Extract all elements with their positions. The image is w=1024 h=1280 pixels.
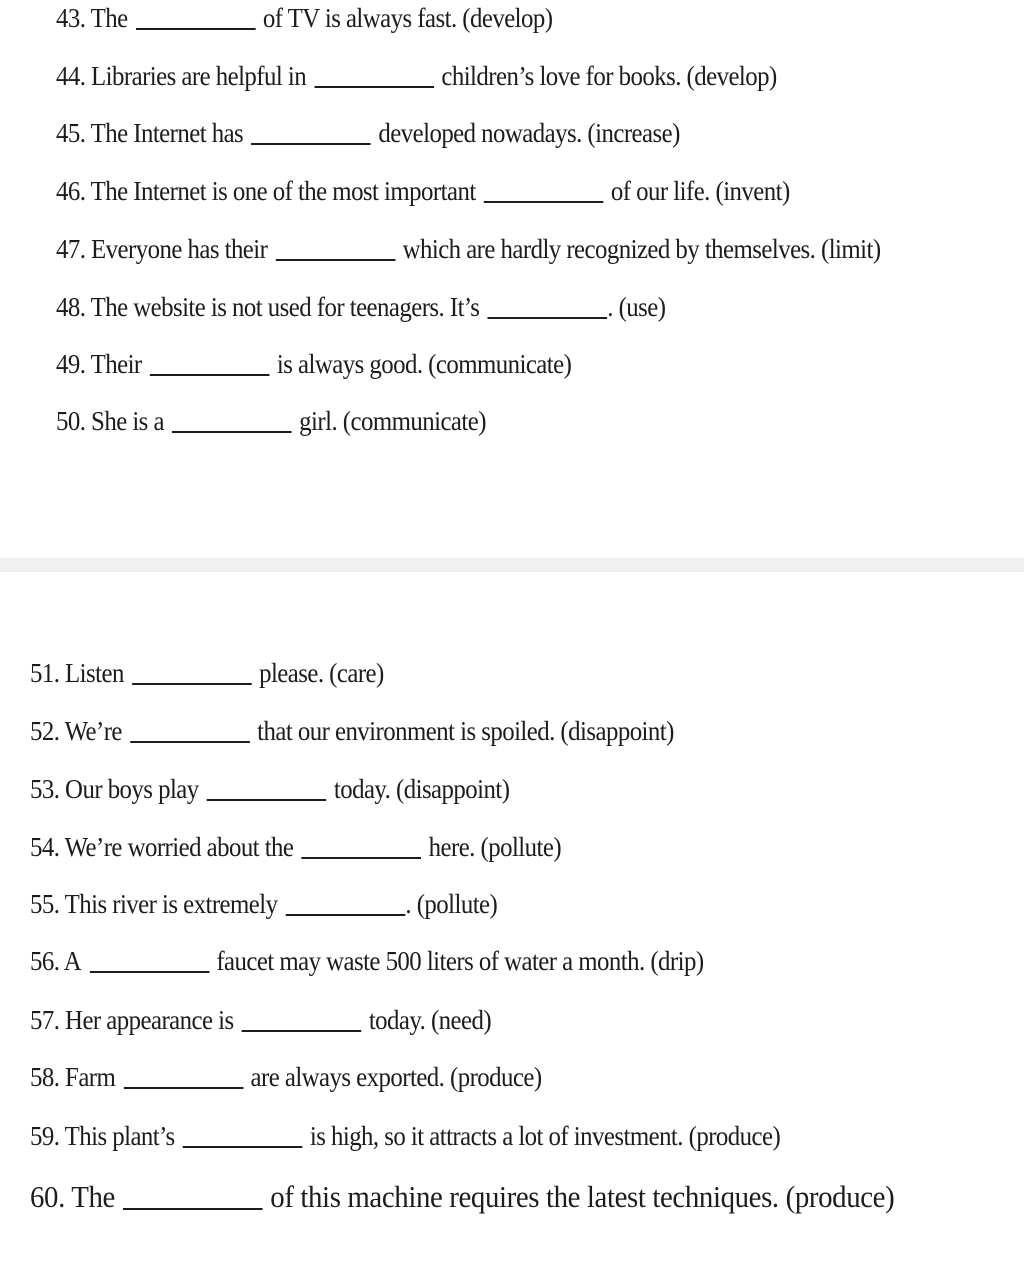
item-text-before: Her appearance is bbox=[65, 1005, 234, 1035]
exercise-item-57 bbox=[30, 1004, 491, 1036]
item-number: 48. bbox=[56, 292, 86, 322]
answer-blank bbox=[150, 374, 270, 376]
exercise-item-48 bbox=[56, 291, 665, 323]
answer-blank bbox=[207, 799, 327, 801]
answer-blank bbox=[276, 259, 396, 261]
exercise-item-52 bbox=[30, 715, 674, 747]
item-number: 59. bbox=[30, 1121, 60, 1151]
item-number: 49. bbox=[56, 349, 86, 379]
item-text-after: is high, so it attracts a lot of investment. (produce) bbox=[309, 1121, 781, 1151]
item-number: 57. bbox=[30, 1005, 60, 1035]
item-number: 46. bbox=[56, 176, 86, 206]
worksheet-page-bottom bbox=[0, 572, 1024, 1280]
item-text-after: please. (care) bbox=[259, 658, 384, 688]
item-text-before: The Internet is one of the most important bbox=[90, 176, 476, 206]
exercise-item-60 bbox=[30, 1181, 894, 1213]
answer-blank bbox=[488, 317, 608, 319]
exercise-item-54 bbox=[30, 831, 561, 863]
item-text-before: Libraries are helpful in bbox=[91, 61, 307, 91]
item-text-before: Our boys play bbox=[65, 774, 199, 804]
item-number: 53. bbox=[30, 774, 60, 804]
item-text-after: of this machine requires the latest techniques. (produce) bbox=[270, 1179, 895, 1214]
item-text-before: Farm bbox=[65, 1062, 116, 1092]
exercise-item-44 bbox=[56, 60, 777, 92]
exercise-item-55 bbox=[30, 888, 497, 920]
item-number: 55. bbox=[30, 889, 60, 919]
item-text-before: Listen bbox=[65, 658, 124, 688]
item-number: 60. bbox=[30, 1179, 65, 1214]
item-text-after: which are hardly recognized by themselves. (limit) bbox=[402, 234, 881, 264]
item-number: 50. bbox=[56, 406, 86, 436]
item-text-before: Their bbox=[90, 349, 142, 379]
item-text-before: This river is extremely bbox=[64, 889, 278, 919]
item-text-after: is always good. (communicate) bbox=[276, 349, 572, 379]
item-text-before: The bbox=[71, 1179, 115, 1214]
answer-blank bbox=[136, 28, 256, 30]
item-text-after: of our life. (invent) bbox=[610, 176, 790, 206]
answer-blank bbox=[242, 1030, 362, 1032]
item-text-before: The Internet has bbox=[90, 118, 244, 148]
item-text-before: Everyone has their bbox=[91, 234, 268, 264]
item-text-before: A bbox=[63, 946, 82, 976]
item-text-before: We’re bbox=[64, 716, 122, 746]
item-text-after: of TV is always fast. (develop) bbox=[262, 3, 553, 33]
worksheet-page-top bbox=[0, 0, 1024, 558]
exercise-item-56 bbox=[30, 945, 704, 977]
item-text-after: faucet may waste 500 liters of water a month. (drip) bbox=[216, 946, 704, 976]
item-text-after: . (use) bbox=[607, 292, 666, 322]
item-text-after: . (pollute) bbox=[405, 889, 498, 919]
answer-blank bbox=[124, 1087, 244, 1089]
item-text-after: today. (need) bbox=[368, 1005, 492, 1035]
exercise-item-45 bbox=[56, 117, 680, 149]
answer-blank bbox=[172, 431, 292, 433]
item-number: 44. bbox=[56, 61, 86, 91]
answer-blank bbox=[286, 914, 406, 916]
answer-blank bbox=[89, 971, 209, 973]
item-number: 56. bbox=[30, 946, 60, 976]
answer-blank bbox=[123, 1208, 263, 1210]
exercise-item-43 bbox=[56, 2, 552, 34]
answer-blank bbox=[130, 741, 250, 743]
item-number: 52. bbox=[30, 716, 60, 746]
answer-blank bbox=[302, 857, 422, 859]
item-text-after: children’s love for books. (develop) bbox=[441, 61, 777, 91]
item-text-before: We’re worried about the bbox=[64, 832, 294, 862]
item-number: 54. bbox=[30, 832, 60, 862]
answer-blank bbox=[183, 1146, 303, 1148]
answer-blank bbox=[484, 201, 604, 203]
exercise-item-46 bbox=[56, 175, 790, 207]
item-text-before: She is a bbox=[91, 406, 164, 436]
answer-blank bbox=[132, 683, 252, 685]
item-number: 51. bbox=[30, 658, 60, 688]
exercise-item-59 bbox=[30, 1120, 780, 1152]
item-text-after: girl. (communicate) bbox=[299, 406, 486, 436]
item-number: 58. bbox=[30, 1062, 60, 1092]
item-number: 47. bbox=[56, 234, 86, 264]
item-text-after: developed nowadays. (increase) bbox=[378, 118, 680, 148]
answer-blank bbox=[314, 86, 434, 88]
item-text-after: are always exported. (produce) bbox=[250, 1062, 542, 1092]
page-divider bbox=[0, 558, 1024, 572]
item-text-before: The website is not used for teenagers. It’s bbox=[90, 292, 480, 322]
item-number: 45. bbox=[56, 118, 86, 148]
item-text-before: The bbox=[90, 3, 128, 33]
exercise-item-47 bbox=[56, 233, 881, 265]
answer-blank bbox=[251, 143, 371, 145]
item-text-after: that our environment is spoiled. (disappoint) bbox=[257, 716, 674, 746]
exercise-item-58 bbox=[30, 1061, 542, 1093]
exercise-item-51 bbox=[30, 657, 384, 689]
exercise-item-50 bbox=[56, 405, 486, 437]
exercise-item-49 bbox=[56, 348, 571, 380]
exercise-item-53 bbox=[30, 773, 509, 805]
item-number: 43. bbox=[56, 3, 86, 33]
item-text-after: here. (pollute) bbox=[428, 832, 562, 862]
item-text-after: today. (disappoint) bbox=[333, 774, 510, 804]
item-text-before: This plant’s bbox=[64, 1121, 175, 1151]
